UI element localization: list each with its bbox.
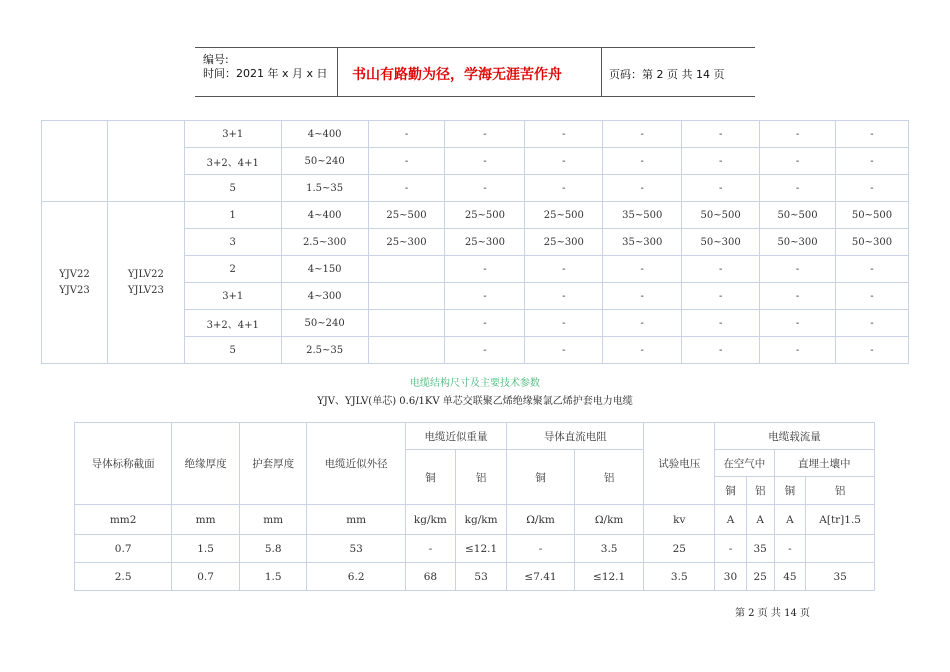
header-time-label: 时间：2021 年 x 月 x 日 (203, 67, 328, 80)
model-cell-yjv (42, 202, 108, 364)
table-cell: ≤12.1 (574, 563, 644, 591)
table-cell: - (603, 256, 682, 283)
table-cell (806, 535, 875, 563)
table-cell: 50~500 (760, 202, 836, 229)
table-cell: - (603, 121, 682, 148)
table-row (75, 535, 875, 563)
table-cell: - (405, 535, 455, 563)
table-cell: - (836, 256, 909, 283)
table-cell: 35~300 (603, 229, 682, 256)
table-cell: - (682, 121, 760, 148)
table-cell: 2 (184, 256, 281, 283)
table-cell: 50~300 (682, 229, 760, 256)
header-divider (601, 47, 602, 96)
header-copper: 铜 (715, 477, 747, 505)
table-cell: - (682, 283, 760, 310)
unit-cell: kg/km (405, 505, 455, 535)
table-cell: ≤12.1 (456, 535, 507, 563)
table-cell: - (682, 256, 760, 283)
unit-cell: A (715, 505, 747, 535)
table-row (75, 563, 875, 591)
table-cell: 3+1 (184, 121, 281, 148)
unit-cell: mm (307, 505, 405, 535)
table-cell: - (836, 310, 909, 337)
unit-cell: mm (172, 505, 240, 535)
table-cell: 25~300 (525, 229, 603, 256)
header-aluminum: 铝 (456, 450, 507, 505)
table-cell: ≤7.41 (507, 563, 575, 591)
unit-cell: A (774, 505, 806, 535)
header-aluminum: 铝 (746, 477, 774, 505)
table-cell (368, 310, 445, 337)
table-cell: 5 (184, 175, 281, 202)
table-cell (368, 283, 445, 310)
table-cell: - (603, 337, 682, 364)
table-cell: - (603, 310, 682, 337)
table-cell: - (445, 256, 525, 283)
table-cell: 30 (715, 563, 747, 591)
table-cell: - (368, 121, 445, 148)
table-cell: 3+2、4+1 (184, 148, 281, 175)
table-cell: - (445, 310, 525, 337)
table-cell: 50~240 (281, 148, 368, 175)
unit-cell: kg/km (456, 505, 507, 535)
table-cell (368, 337, 445, 364)
header-aluminum: 铝 (806, 477, 875, 505)
table-cell: 4~400 (281, 202, 368, 229)
table-cell: - (525, 337, 603, 364)
unit-cell: kv (644, 505, 715, 535)
unit-cell: A (746, 505, 774, 535)
table-cell: 35~500 (603, 202, 682, 229)
table-cell: 25~500 (525, 202, 603, 229)
table-cell: 4~400 (281, 121, 368, 148)
table-cell: 1.5 (239, 563, 307, 591)
page-footer: 第 2 页 共 14 页 (735, 608, 810, 619)
table-cell: 25~500 (368, 202, 445, 229)
table-cell: - (525, 148, 603, 175)
table-cell: - (525, 175, 603, 202)
table-cell: 25~300 (368, 229, 445, 256)
table-cell: - (715, 535, 747, 563)
table-row (42, 202, 909, 229)
table-cell: 68 (405, 563, 455, 591)
table-cell: - (760, 148, 836, 175)
units-row (75, 505, 875, 535)
table-cell: 25 (644, 535, 715, 563)
header-bottom-rule (195, 96, 755, 97)
table-cell: 25~500 (445, 202, 525, 229)
table-cell: - (445, 148, 525, 175)
header-copper: 铜 (774, 477, 806, 505)
header-in-air: 在空气中 (715, 450, 774, 477)
model-name: YJLV23 (127, 284, 164, 296)
model-cell (42, 121, 108, 202)
table-cell: 1.5~35 (281, 175, 368, 202)
header-number-label: 编号: (203, 53, 229, 66)
table-cell: - (760, 175, 836, 202)
table-cell: - (836, 148, 909, 175)
unit-cell: Ω/km (507, 505, 575, 535)
table-cell: 4~300 (281, 283, 368, 310)
table-cell: 50~300 (836, 229, 909, 256)
table-cell: 5.8 (239, 535, 307, 563)
header-dc-resistance: 导体直流电阻 (507, 423, 644, 450)
header-top-rule (195, 47, 755, 48)
header-aluminum: 铝 (574, 450, 644, 505)
unit-cell: mm (239, 505, 307, 535)
table-cell: 1.5 (172, 535, 240, 563)
table-cell: - (445, 283, 525, 310)
table-cell: 1 (184, 202, 281, 229)
table-cell: 3+2、4+1 (184, 310, 281, 337)
table-cell: - (760, 256, 836, 283)
table-cell: 25 (746, 563, 774, 591)
model-name: YJV23 (59, 284, 90, 296)
table-cell: 3.5 (644, 563, 715, 591)
table-cell: 2.5~300 (281, 229, 368, 256)
cable-param-table (74, 422, 875, 591)
table-cell: - (445, 175, 525, 202)
table-row (42, 121, 909, 148)
table-cell: - (445, 337, 525, 364)
table-cell: - (836, 175, 909, 202)
table-cell: - (603, 175, 682, 202)
model-name: YJV22 (59, 268, 90, 280)
table-cell: - (603, 148, 682, 175)
header-copper: 铜 (507, 450, 575, 505)
table-cell: 2.5~35 (281, 337, 368, 364)
model-cell-yjlv (107, 202, 184, 364)
table-cell: 50~500 (682, 202, 760, 229)
table-cell: - (682, 310, 760, 337)
header-page-label: 页码：第 2 页 共 14 页 (609, 68, 725, 81)
table-cell: 45 (774, 563, 806, 591)
unit-cell: mm2 (75, 505, 172, 535)
header-weight: 电缆近似重量 (405, 423, 506, 450)
table-cell: - (368, 148, 445, 175)
model-name: YJLV22 (127, 268, 164, 280)
table-cell: - (760, 283, 836, 310)
table-cell: - (507, 535, 575, 563)
header-in-soil: 直埋土壤中 (774, 450, 874, 477)
table-cell: 0.7 (172, 563, 240, 591)
table-cell: - (525, 256, 603, 283)
table-cell: - (682, 175, 760, 202)
model-cell (107, 121, 184, 202)
header-motto: 书山有路勤为径，学海无涯苦作舟 (352, 67, 562, 83)
table-cell: - (774, 535, 806, 563)
table-cell: 35 (806, 563, 875, 591)
table-cell: 53 (307, 535, 405, 563)
table-title: YJV、YJLV(单芯) 0.6/1KV 单芯交联聚乙烯绝缘聚氯乙烯护套电力电缆 (317, 396, 633, 407)
table-cell: 3+1 (184, 283, 281, 310)
table-cell: - (525, 121, 603, 148)
header-sheath-thickness: 护套厚度 (239, 423, 307, 505)
unit-cell: A[tr]1.5 (806, 505, 875, 535)
table-cell: - (682, 337, 760, 364)
table-cell: - (760, 121, 836, 148)
header-insulation-thickness: 绝缘厚度 (172, 423, 240, 505)
header-outer-diameter: 电缆近似外径 (307, 423, 405, 505)
table-cell: 50~300 (760, 229, 836, 256)
table-cell: - (836, 121, 909, 148)
table-cell: - (368, 175, 445, 202)
table-cell: 50~500 (836, 202, 909, 229)
table-cell: - (836, 337, 909, 364)
table-cell (368, 256, 445, 283)
header-current-capacity: 电缆载流量 (715, 423, 875, 450)
table-cell: - (760, 310, 836, 337)
table-cell: 0.7 (75, 535, 172, 563)
table-cell: - (760, 337, 836, 364)
table-cell: 50~240 (281, 310, 368, 337)
unit-cell: Ω/km (574, 505, 644, 535)
header-conductor-section: 导体标称截面 (75, 423, 172, 505)
table-cell: 4~150 (281, 256, 368, 283)
table-cell: 5 (184, 337, 281, 364)
table-cell: - (525, 283, 603, 310)
table-cell: - (682, 148, 760, 175)
table-cell: 35 (746, 535, 774, 563)
header-test-voltage: 试验电压 (644, 423, 715, 505)
table-cell: - (836, 283, 909, 310)
table-cell: 25~300 (445, 229, 525, 256)
table-cell: - (603, 283, 682, 310)
table-cell: - (445, 121, 525, 148)
table-cell: - (525, 310, 603, 337)
table-cell: 53 (456, 563, 507, 591)
header-divider (337, 47, 338, 96)
section-caption: 电缆结构尺寸及主要技术参数 (410, 378, 540, 389)
table-cell: 3 (184, 229, 281, 256)
table-cell: 2.5 (75, 563, 172, 591)
table-cell: 3.5 (574, 535, 644, 563)
cable-spec-table-upper (41, 120, 909, 364)
table-cell: 6.2 (307, 563, 405, 591)
header-copper: 铜 (405, 450, 455, 505)
